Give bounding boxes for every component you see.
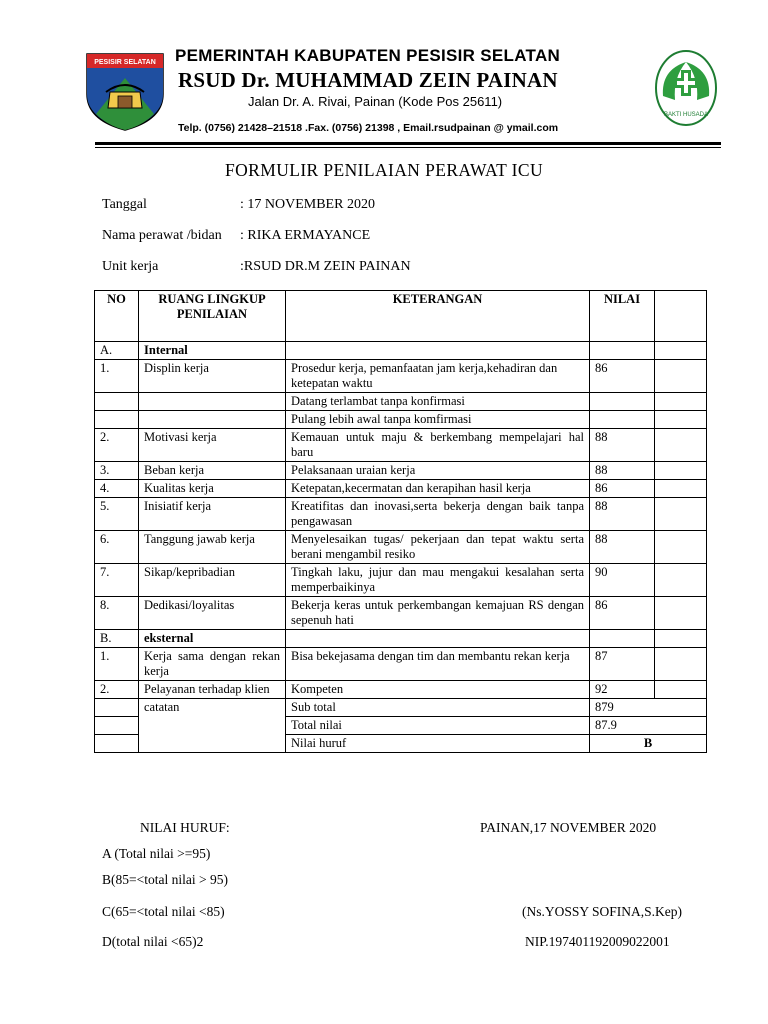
grade-legend-a: A (Total nilai >=95) [102, 846, 211, 861]
section-a-label: Internal [139, 342, 286, 360]
row-no: 2. [95, 681, 139, 699]
table-row [95, 648, 707, 681]
letterhead-rule-thin [95, 147, 721, 148]
row-score: 87 [590, 648, 655, 681]
total-label: Total nilai [286, 717, 590, 735]
row-scope: Tanggung jawab kerja [139, 531, 286, 564]
unit-label: Unit kerja [102, 259, 159, 274]
row-note: Kreatifitas dan inovasi,serta bekerja dengan baik tanpa pengawasan [286, 498, 590, 531]
row-no: 2. [95, 429, 139, 462]
header-note: KETERANGAN [286, 291, 590, 342]
row-no: 6. [95, 531, 139, 564]
date-label: Tanggal [102, 197, 147, 212]
row-score: 90 [590, 564, 655, 597]
row-scope: Motivasi kerja [139, 429, 286, 462]
row-note: Pelaksanaan uraian kerja [286, 462, 590, 480]
row-score: 92 [590, 681, 655, 699]
header-score: NILAI [590, 291, 655, 342]
table-header-row [95, 291, 707, 342]
row-score: 86 [590, 480, 655, 498]
row-note: Menyelesaikan tugas/ pekerjaan dan tepat waktu serta berani mengambil resiko [286, 531, 590, 564]
row-note: Prosedur kerja, pemanfaatan jam kerja,kehadiran dan ketepatan waktu [286, 360, 590, 393]
table-row [95, 480, 707, 498]
table-row [95, 393, 707, 411]
row-note: Tingkah laku, jujur dan mau mengakui kesalahan serta memperbaikinya [286, 564, 590, 597]
row-note: Bekerja keras untuk perkembangan kemajuan RS dengan sepenuh hati [286, 597, 590, 630]
table-row [95, 462, 707, 480]
row-no: 3. [95, 462, 139, 480]
row-note: Pulang lebih awal tanpa komfirmasi [286, 411, 590, 429]
svg-text:BAKTI HUSADA: BAKTI HUSADA [663, 112, 709, 118]
row-scope: Beban kerja [139, 462, 286, 480]
grade-legend-d: D(total nilai <65)2 [102, 934, 204, 949]
row-scope: Displin kerja [139, 360, 286, 393]
row-no: 7. [95, 564, 139, 597]
nurse-name-value: : RIKA ERMAYANCE [240, 228, 371, 243]
signer-nip: NIP.197401192009022001 [525, 934, 670, 949]
row-score: 88 [590, 498, 655, 531]
total-value: 87.9 [590, 717, 707, 735]
row-scope: Pelayanan terhadap klien [139, 681, 286, 699]
subtotal-row [95, 699, 707, 717]
bakti-husada-logo [653, 48, 719, 133]
nurse-name-label: Nama perawat /bidan [102, 228, 222, 243]
section-b-no: B. [95, 630, 139, 648]
row-no: 1. [95, 360, 139, 393]
signer-name: (Ns.YOSSY SOFINA,S.Kep) [522, 904, 683, 919]
row-no: 1. [95, 648, 139, 681]
row-note: Bisa bekejasama dengan tim dan membantu rekan kerja [286, 648, 590, 681]
section-a-no: A. [95, 342, 139, 360]
svg-text:PESISIR SELATAN: PESISIR SELATAN [94, 59, 156, 66]
notes-cell: catatan [139, 699, 286, 753]
row-note: Kemauan untuk maju & berkembang mempelajari hal baru [286, 429, 590, 462]
table-row [95, 681, 707, 699]
form-title: FORMULIR PENILAIAN PERAWAT ICU [225, 160, 543, 180]
row-no: 5. [95, 498, 139, 531]
assessment-table [94, 290, 707, 753]
table-row [95, 564, 707, 597]
row-scope: Kerja sama dengan rekan kerja [139, 648, 286, 681]
letterhead-rule-thick [95, 142, 721, 145]
hospital-address: Jalan Dr. A. Rivai, Painan (Kode Pos 25611) [248, 94, 503, 109]
hospital-contact: Telp. (0756) 21428–21518 .Fax. (0756) 21398 , Email.rsudpainan @ ymail.com [178, 122, 559, 134]
subtotal-label: Sub total [286, 699, 590, 717]
grade-label: Nilai huruf [286, 735, 590, 753]
header-extra [655, 291, 707, 342]
table-row [95, 429, 707, 462]
row-scope: Kualitas kerja [139, 480, 286, 498]
section-b-label: eksternal [139, 630, 286, 648]
row-scope: Inisiatif kerja [139, 498, 286, 531]
row-scope: Dedikasi/loyalitas [139, 597, 286, 630]
grade-value: B [590, 735, 707, 753]
table-row [95, 360, 707, 393]
row-no: 4. [95, 480, 139, 498]
table-row [95, 597, 707, 630]
row-note: Kompeten [286, 681, 590, 699]
grade-legend-title: NILAI HURUF: [140, 820, 230, 835]
header-scope: RUANG LINGKUP PENILAIAN [139, 291, 286, 342]
grade-legend-b: B(85=<total nilai > 95) [102, 872, 228, 887]
table-row [95, 498, 707, 531]
unit-value: :RSUD DR.M ZEIN PAINAN [240, 259, 411, 274]
table-row [95, 531, 707, 564]
row-no: 8. [95, 597, 139, 630]
regency-crest-logo [84, 48, 166, 137]
table-row [95, 411, 707, 429]
row-scope: Sikap/kepribadian [139, 564, 286, 597]
row-note: Datang terlambat tanpa konfirmasi [286, 393, 590, 411]
section-b-row [95, 630, 707, 648]
section-a-row [95, 342, 707, 360]
date-value: : 17 NOVEMBER 2020 [240, 197, 375, 212]
hospital-name: RSUD Dr. MUHAMMAD ZEIN PAINAN [178, 68, 558, 92]
row-score: 88 [590, 462, 655, 480]
row-note: Ketepatan,kecermatan dan kerapihan hasil kerja [286, 480, 590, 498]
row-score: 88 [590, 429, 655, 462]
government-name: PEMERINTAH KABUPATEN PESISIR SELATAN [175, 46, 561, 65]
place-date: PAINAN,17 NOVEMBER 2020 [480, 820, 657, 835]
header-no: NO [95, 291, 139, 342]
row-score: 86 [590, 360, 655, 393]
row-score: 88 [590, 531, 655, 564]
grade-legend-c: C(65=<total nilai <85) [102, 904, 225, 919]
row-score: 86 [590, 597, 655, 630]
subtotal-value: 879 [590, 699, 707, 717]
